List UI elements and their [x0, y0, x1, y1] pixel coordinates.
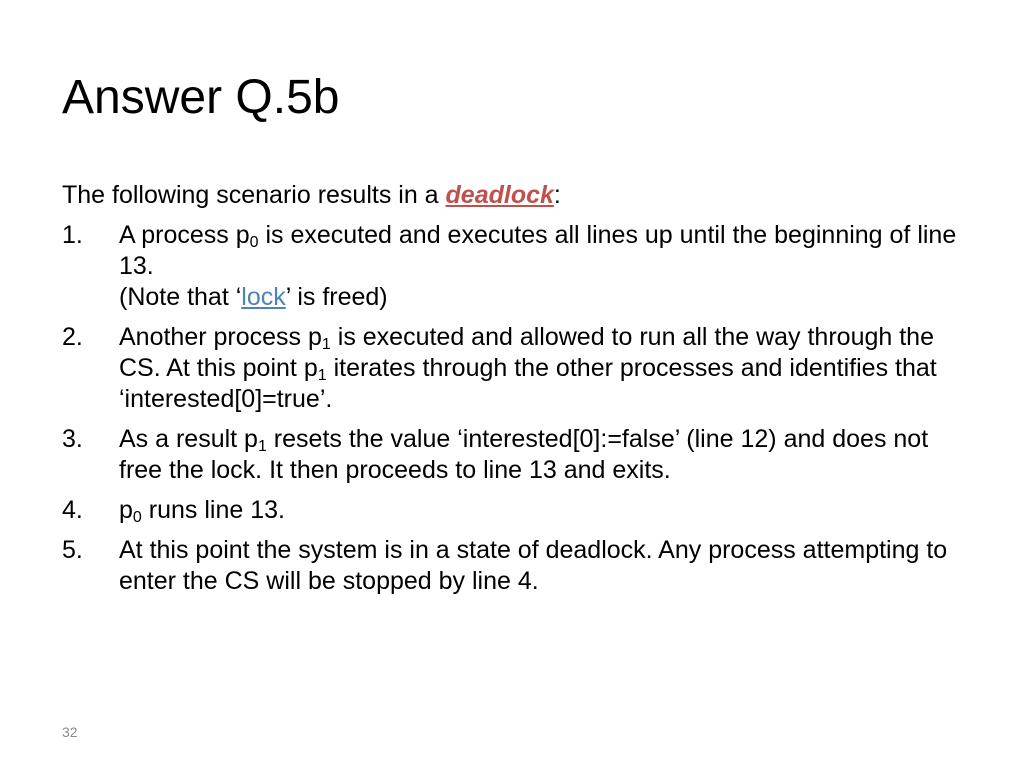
steps-list [62, 220, 962, 597]
item-number: 3. [62, 425, 83, 453]
note-prefix: (Note that ‘ [119, 283, 242, 311]
text-fragment: is executed and executes all lines up until the beginning of line 13. [119, 221, 957, 280]
text-fragment: resets the value ‘interested[0]:=false’ (line 12) and does not free the lock. It then proceeds to line 13 and exits. [119, 425, 929, 484]
item-text [119, 496, 285, 524]
list-item [62, 322, 962, 415]
list-item [62, 220, 962, 313]
text-fragment: As a result p [119, 425, 258, 453]
list-item [62, 495, 962, 526]
text-fragment: runs line 13. [141, 496, 285, 524]
text-fragment: p [119, 496, 133, 524]
intro-prefix: The following scenario results in a [62, 181, 446, 209]
intro-line [62, 180, 962, 211]
item-text [119, 221, 956, 280]
item-text: At this point the system is in a state of deadlock. Any process attempting to enter the CS will be stopped by line 4. [119, 536, 948, 595]
list-item [62, 424, 962, 486]
subscript: 1 [257, 438, 267, 455]
subscript: 1 [321, 336, 331, 353]
text-fragment: iterates through the other processes and identifies that ‘interested[0]=true’. [119, 354, 937, 413]
text-fragment: Another process p [119, 323, 322, 351]
intro-suffix: : [553, 181, 561, 209]
slide-title: Answer Q.5b [62, 71, 340, 124]
deadlock-highlight: deadlock [445, 181, 554, 209]
item-number: 2. [62, 323, 83, 351]
item-number: 4. [62, 496, 83, 524]
text-fragment: is executed and allowed to run all the way through the CS. At this point p [119, 323, 934, 382]
list-item [62, 535, 962, 597]
slide-body [62, 180, 962, 606]
item-text [119, 425, 928, 484]
text-fragment: A process p [119, 221, 250, 249]
note-suffix: ’ is freed) [285, 283, 388, 311]
subscript: 0 [132, 509, 142, 526]
lock-highlight: lock [241, 283, 286, 311]
page-number: 32 [62, 724, 78, 740]
item-number: 5. [62, 536, 83, 564]
subscript: 0 [249, 234, 259, 251]
item-note [119, 283, 388, 311]
subscript: 1 [317, 367, 327, 384]
item-text [119, 323, 937, 413]
item-number: 1. [62, 221, 83, 249]
